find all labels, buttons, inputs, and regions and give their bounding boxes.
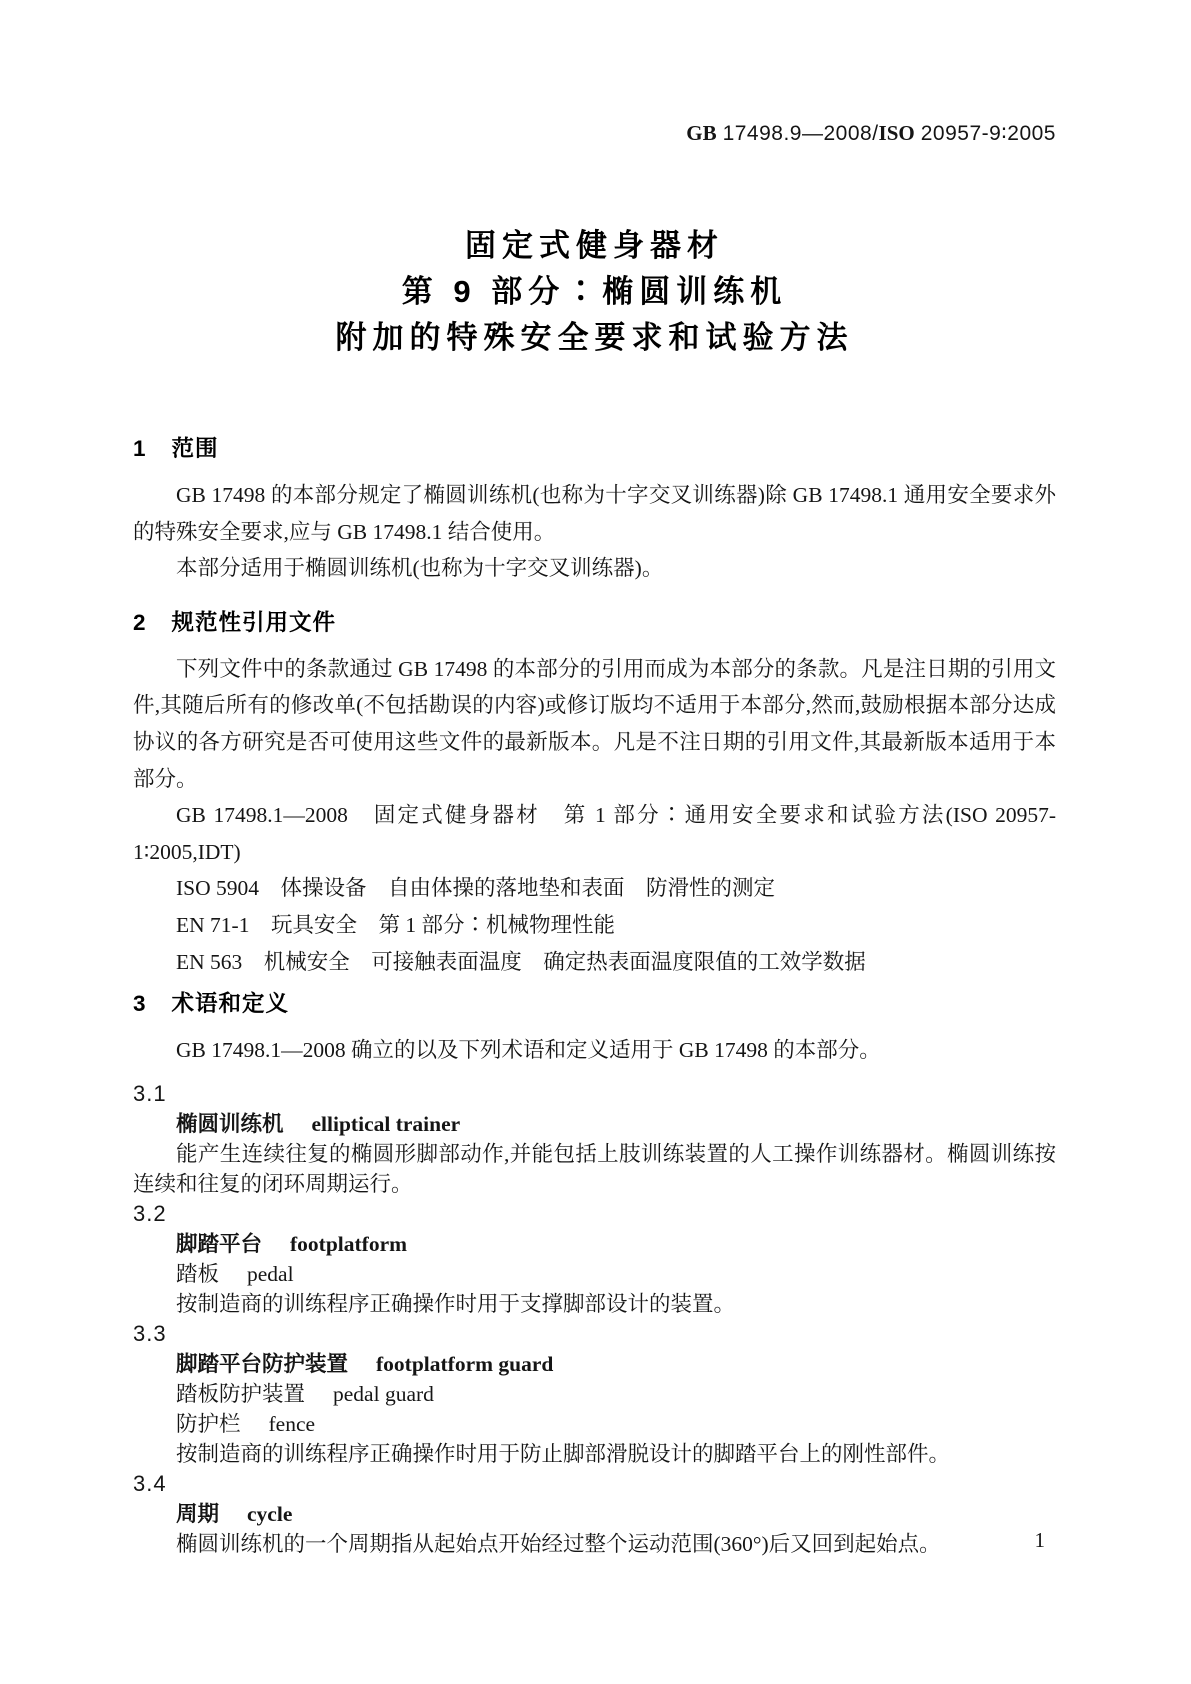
terms-intro: GB 17498.1—2008 确立的以及下列术语和定义适用于 GB 17498 的本部分。 [176,1038,881,1063]
section-3-heading [133,988,1056,1020]
references-intro: 下列文件中的条款通过 GB 17498 的本部分的引用而成为本部分的条款。凡是注日期的引用文件,其随后所有的修改单(不包括勘误的内容)或修订版均不适用于本部分,然而,鼓励根据本部分达成协议的各方研究是否可使用这些文件的最新版本。凡是不注日期的引用文件,其最新版本适用于本部分。 [133,656,1056,791]
term-3-4-zh: 周期 [176,1501,220,1526]
section-1-heading [133,433,1056,465]
term-3-1-heading [133,1109,1056,1139]
gb-code-number: 17498.9—2008/ [722,122,879,145]
title-line-3: 附加的特殊安全要求和试验方法 [335,320,854,355]
standard-code-header [133,118,1056,149]
page-content [133,0,1056,1559]
term-3-4-en: cycle [247,1501,293,1526]
term-3-3-alias-2-en: fence [268,1411,316,1436]
term-3-3-en: footplatform guard [376,1351,554,1376]
iso-code-number: 20957-9∶2005 [920,122,1056,145]
document-title [133,223,1056,361]
iso-code-label: ISO [878,121,915,145]
term-3-3-zh: 脚踏平台防护装置 [176,1351,349,1376]
term-3-3-alias-1-en: pedal guard [333,1381,434,1406]
title-line-2: 第 9 部分∶椭圆训练机 [401,274,788,309]
term-3-2-zh: 脚踏平台 [176,1231,263,1256]
section-3-number: 3 [133,991,146,1017]
term-3-4-definition: 椭圆训练机的一个周期指从起始点开始经过整个运动范围(360°)后又回到起始点。 [176,1531,941,1556]
section-2-number: 2 [133,609,146,635]
term-3-1-number: 3.1 [133,1080,167,1106]
term-3-4-heading [133,1499,1056,1529]
section-2-heading [133,607,1056,639]
section-1-number: 1 [133,436,146,461]
term-3-3-alias-1 [133,1379,1056,1409]
reference-item: ISO 5904 体操设备 自由体操的落地垫和表面 防滑性的测定 [176,876,776,901]
term-3-4-number: 3.4 [133,1470,167,1496]
term-3-1-en: elliptical trainer [311,1111,461,1136]
term-3-2-definition: 按制造商的训练程序正确操作时用于支撑脚部设计的装置。 [176,1291,736,1316]
gb-code-label: GB [686,121,717,145]
term-3-2-number: 3.2 [133,1200,167,1226]
term-3-2-alias-zh: 踏板 [176,1261,220,1286]
term-3-1-zh: 椭圆训练机 [176,1111,284,1136]
reference-item: EN 71-1 玩具安全 第 1 部分∶机械物理性能 [176,912,615,937]
term-3-3-alias-1-zh: 踏板防护装置 [176,1381,306,1406]
term-3-2-en: footplatform [290,1231,408,1256]
term-3-3-alias-2-zh: 防护栏 [176,1411,241,1436]
terms-list [133,1079,1056,1559]
term-3-2-heading [133,1229,1056,1259]
section-1-title: 范围 [171,436,219,461]
term-3-3-alias-2 [133,1409,1056,1439]
term-3-1-definition: 能产生连续往复的椭圆形脚部动作,并能包括上肢训练装置的人工操作训练器材。椭圆训练按连续和往复的闭环周期运行。 [133,1141,1056,1196]
reference-item: GB 17498.1—2008 固定式健身器材 第 1 部分∶通用安全要求和试验方法(ISO 20957-1∶2005,IDT) [133,803,1056,864]
page-number: 1 [1034,1528,1045,1552]
scope-paragraph-2: 本部分适用于椭圆训练机(也称为十字交叉训练器)。 [176,556,664,581]
term-3-2-alias-en: pedal [247,1261,294,1286]
section-2-title: 规范性引用文件 [171,609,337,635]
term-3-3-definition: 按制造商的训练程序正确操作时用于防止脚部滑脱设计的脚踏平台上的刚性部件。 [176,1441,951,1466]
term-3-3-number: 3.3 [133,1320,167,1346]
term-3-3-heading [133,1349,1056,1379]
title-line-1: 固定式健身器材 [465,228,724,263]
term-3-2-alias [133,1259,1056,1289]
scope-paragraph-1: GB 17498 的本部分规定了椭圆训练机(也称为十字交叉训练器)除 GB 17498.1 通用安全要求外的特殊安全要求,应与 GB 17498.1 结合使用。 [133,483,1056,544]
section-3-title: 术语和定义 [171,991,290,1017]
reference-item: EN 563 机械安全 可接触表面温度 确定热表面温度限值的工效学数据 [176,949,866,974]
